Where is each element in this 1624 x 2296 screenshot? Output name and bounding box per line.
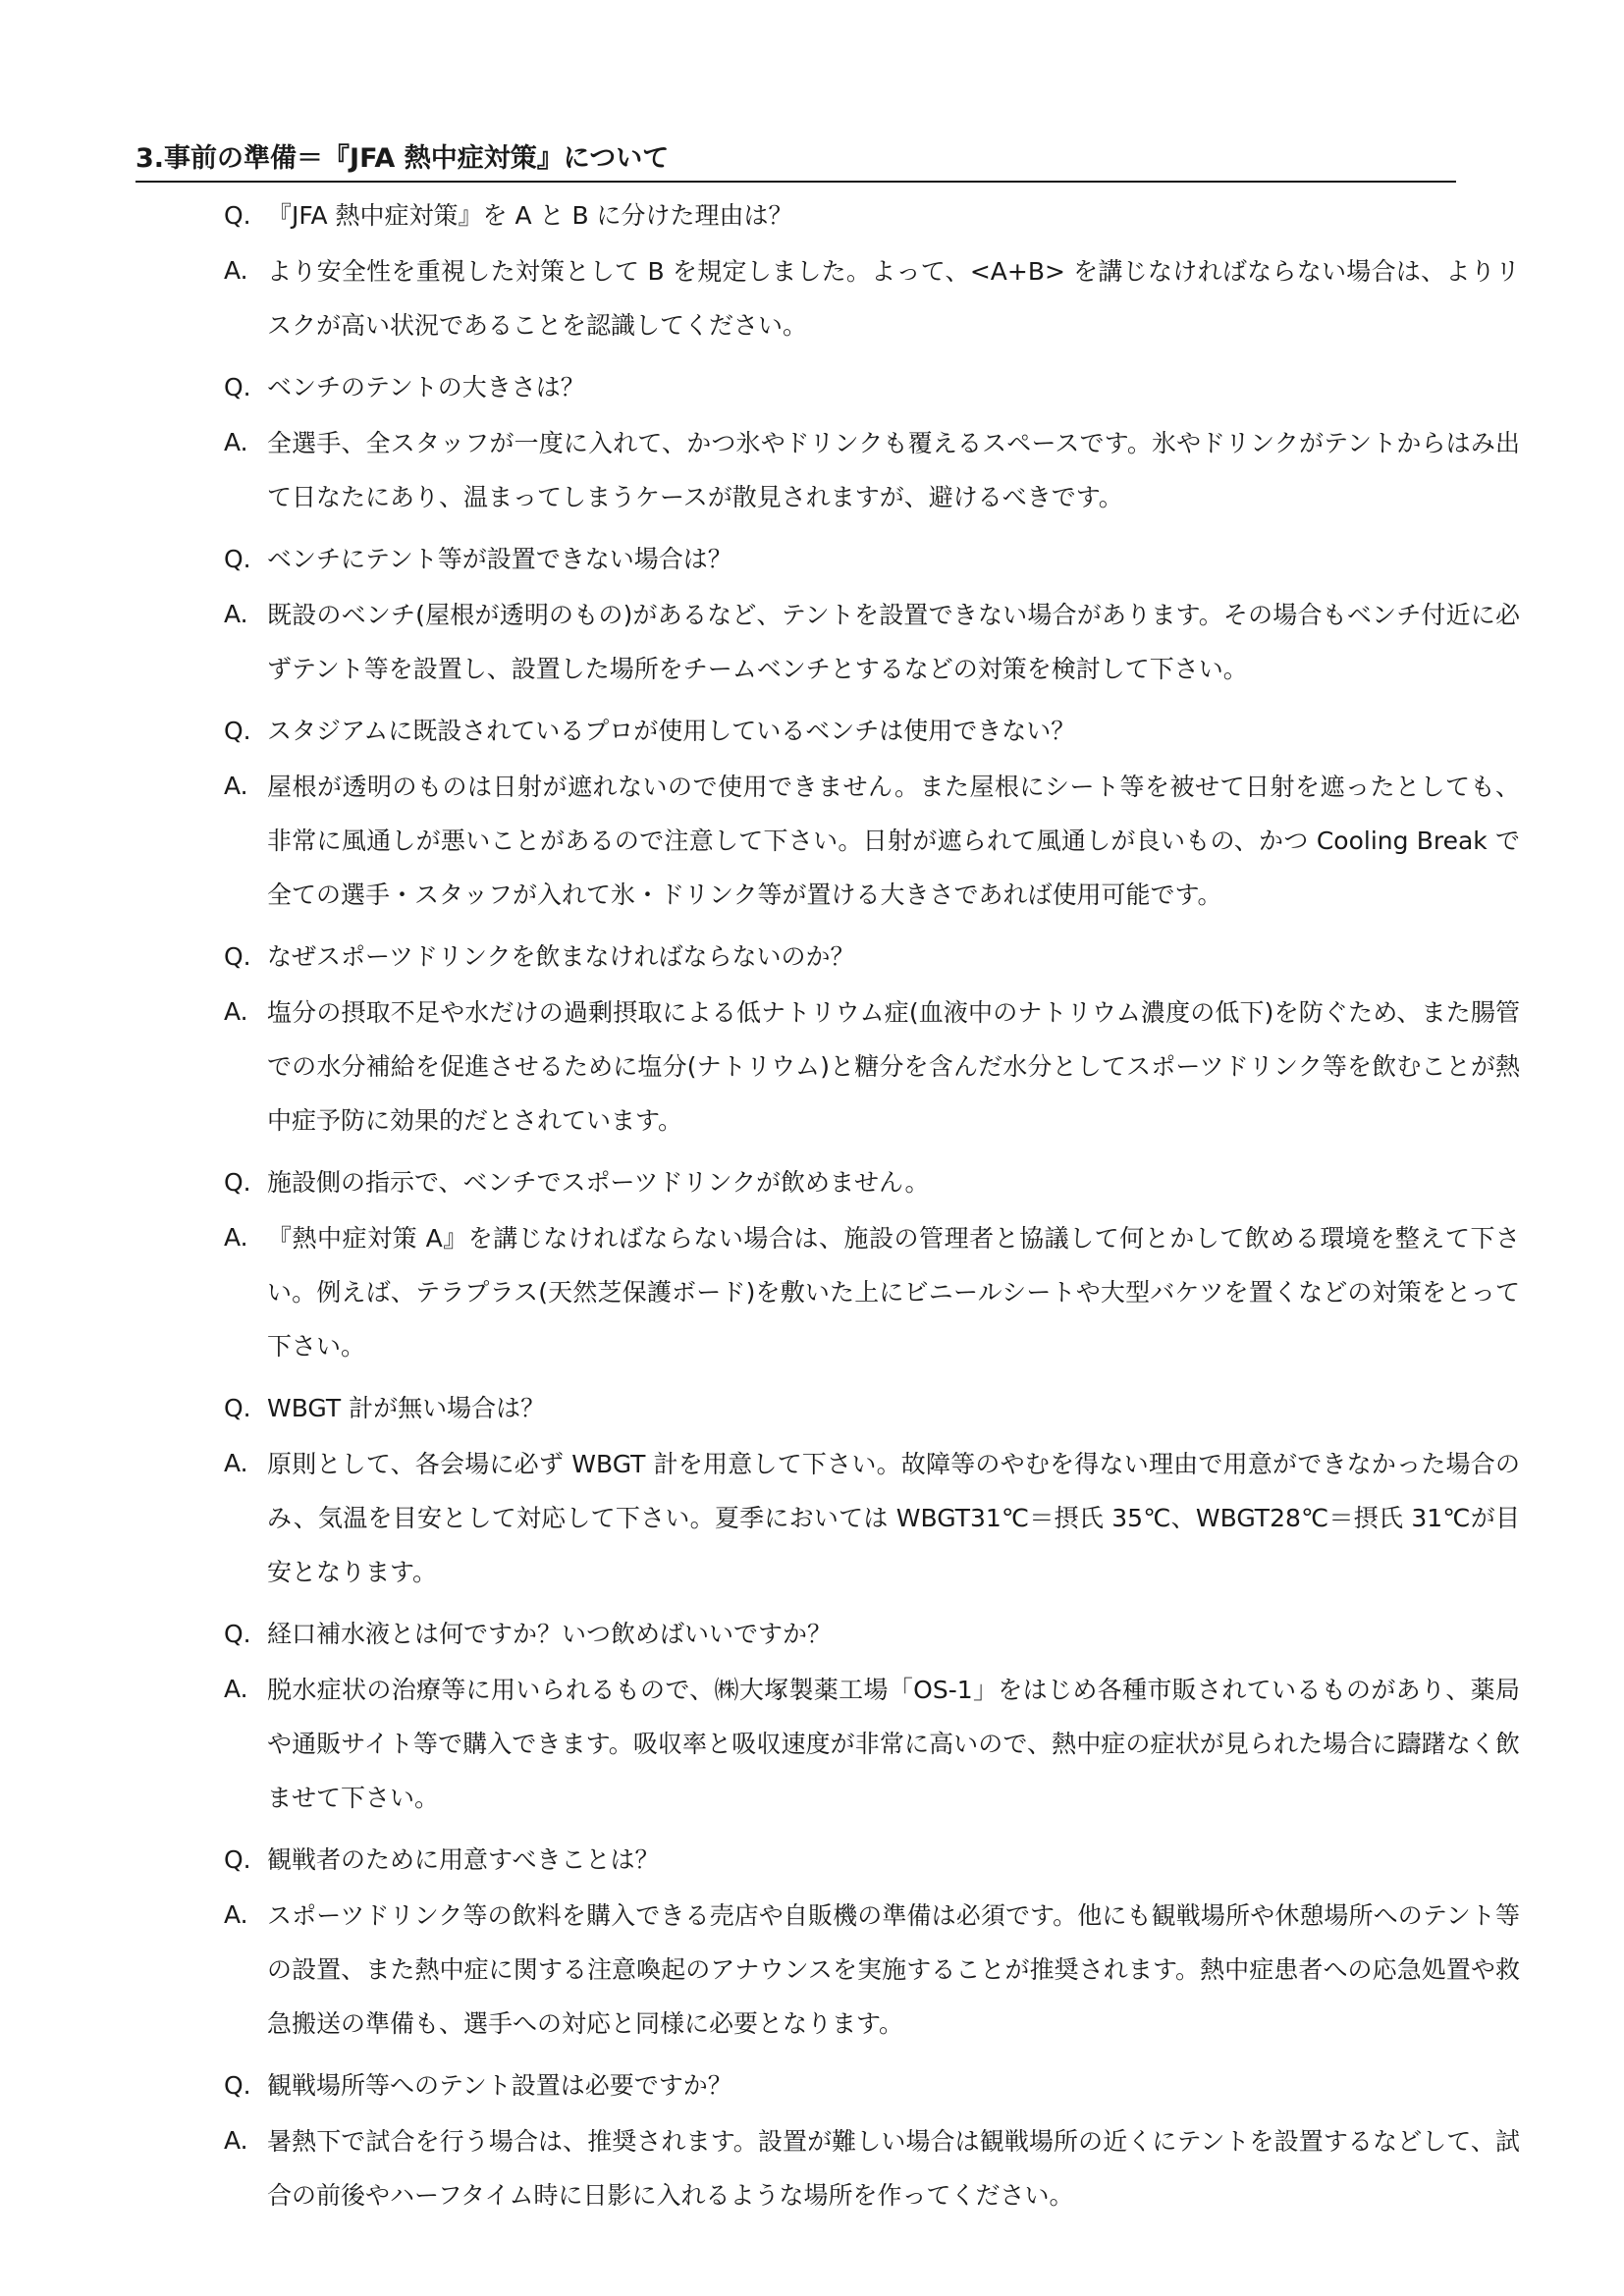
answer-text: より安全性を重視した対策として B を規定しました。よって、<A+B> を講じなければならない場合は、よりリスクが高い状況であることを認識してください。 (267, 257, 1520, 340)
answer-text: 既設のベンチ(屋根が透明のもの)があるなど、テントを設置できない場合があります。その場合もベンチ付近に必ずテント等を設置し、設置した場所をチームベンチとするなどの対策を検討して下さい。 (267, 601, 1520, 683)
question-item (224, 1389, 1520, 1428)
question-marker: Q. (224, 545, 251, 573)
answer-item (224, 251, 1520, 352)
question-marker: Q. (224, 201, 251, 230)
question-text: 施設側の指示で、ベンチでスポーツドリンクが飲めません。 (267, 1168, 930, 1197)
answer-item (224, 1896, 1520, 2051)
question-item (224, 540, 1520, 579)
answer-text: 『熱中症対策 A』を講じなければならない場合は、施設の管理者と協議して何とかして飲める環境を整えて下さい。例えば、テラプラス(天然芝保護ボード)を敷いた上にビニールシートや大型バケツを置くなどの対策をとって下さい。 (267, 1224, 1520, 1361)
answer-item (224, 595, 1520, 696)
question-marker: Q. (224, 717, 251, 745)
answer-item (224, 767, 1520, 922)
answer-item (224, 2121, 1520, 2222)
question-text: 経口補水液とは何ですか？いつ飲めばいいですか？ (267, 1620, 833, 1648)
qa-list (224, 196, 1520, 2238)
question-item (224, 2066, 1520, 2106)
question-marker: Q. (224, 1620, 251, 1648)
question-text: 観戦場所等へのテント設置は必要ですか？ (267, 2071, 732, 2100)
answer-item (224, 423, 1520, 524)
answer-marker: A. (224, 1900, 248, 1929)
question-marker: Q. (224, 1845, 251, 1874)
answer-item (224, 1218, 1520, 1373)
answer-item (224, 992, 1520, 1148)
answer-text: 暑熱下で試合を行う場合は、推奨されます。設置が難しい場合は観戦場所の近くにテントを設置するなどして、試合の前後やハーフタイム時に日影に入れるような場所を作ってください。 (267, 2127, 1520, 2210)
answer-text: スポーツドリンク等の飲料を購入できる売店や自販機の準備は必須です。他にも観戦場所や休憩場所へのテント等の設置、また熱中症に関する注意喚起のアナウンスを実施することが推奨されます。熱中症患者への応急処置や救急搬送の準備も、選手への対応と同様に必要となります。 (267, 1901, 1520, 2038)
question-text: 観戦者のために用意すべきことは？ (267, 1845, 660, 1874)
answer-text: 屋根が透明のものは日射が遮れないので使用できません。また屋根にシート等を被せて日射を遮ったとしても、非常に風通しが悪いことがあるので注意して下さい。日射が遮られて風通しが良いもの、かつ Cooling Break で全ての選手・スタッフが入れて氷・ドリンク等が置ける大きさであれば使用可能です。 (267, 773, 1520, 909)
answer-text: 全選手、全スタッフが一度に入れて、かつ氷やドリンクも覆えるスペースです。氷やドリンクがテントからはみ出て日なたにあり、温まってしまうケースが散見されますが、避けるべきです。 (267, 429, 1520, 511)
question-text: スタジアムに既設されているプロが使用しているベンチは使用できない？ (267, 717, 1076, 745)
answer-marker: A. (224, 772, 248, 800)
answer-marker: A. (224, 997, 248, 1026)
question-text: ベンチにテント等が設置できない場合は？ (267, 545, 732, 573)
answer-marker: A. (224, 1223, 248, 1252)
section-heading (135, 137, 1456, 183)
answer-marker: A. (224, 428, 248, 456)
answer-marker: A. (224, 600, 248, 628)
answer-marker: A. (224, 2126, 248, 2155)
answer-item (224, 1670, 1520, 1825)
answer-marker: A. (224, 1675, 248, 1703)
question-item (224, 1163, 1520, 1202)
question-marker: Q. (224, 942, 251, 971)
question-marker: Q. (224, 1168, 251, 1197)
question-text: WBGT 計が無い場合は？ (267, 1394, 546, 1422)
question-item (224, 712, 1520, 751)
question-marker: Q. (224, 2071, 251, 2100)
answer-text: 脱水症状の治療等に用いられるもので、㈱大塚製薬工場「OS-1」をはじめ各種市販されているものがあり、薬局や通販サイト等で購入できます。吸収率と吸収速度が非常に高いので、熱中症の症状が見られた場合に躊躇なく飲ませて下さい。 (267, 1676, 1520, 1812)
question-marker: Q. (224, 1394, 251, 1422)
question-marker: Q. (224, 373, 251, 401)
question-item (224, 937, 1520, 977)
answer-item (224, 1444, 1520, 1599)
section-title: 3.事前の準備＝『JFA 熱中症対策』について (135, 143, 670, 174)
question-text: ベンチのテントの大きさは？ (267, 373, 585, 401)
question-text: なぜスポーツドリンクを飲まなければならないのか？ (267, 942, 855, 971)
question-item (224, 196, 1520, 236)
question-text: 『JFA 熱中症対策』を A と B に分けた理由は？ (267, 201, 793, 230)
question-item (224, 368, 1520, 407)
question-item (224, 1615, 1520, 1654)
question-item (224, 1841, 1520, 1880)
answer-marker: A. (224, 1449, 248, 1477)
answer-text: 塩分の摂取不足や水だけの過剰摂取による低ナトリウム症(血液中のナトリウム濃度の低下)を防ぐため、また腸管での水分補給を促進させるために塩分(ナトリウム)と糖分を含んだ水分としてスポーツドリンク等を飲むことが熱中症予防に効果的だとされています。 (267, 998, 1520, 1135)
answer-text: 原則として、各会場に必ず WBGT 計を用意して下さい。故障等のやむを得ない理由で用意ができなかった場合のみ、気温を目安として対応して下さい。夏季においては WBGT31℃＝摂氏 35℃、WBGT28℃＝摂氏 31℃が目安となります。 (267, 1450, 1520, 1586)
answer-marker: A. (224, 256, 248, 285)
